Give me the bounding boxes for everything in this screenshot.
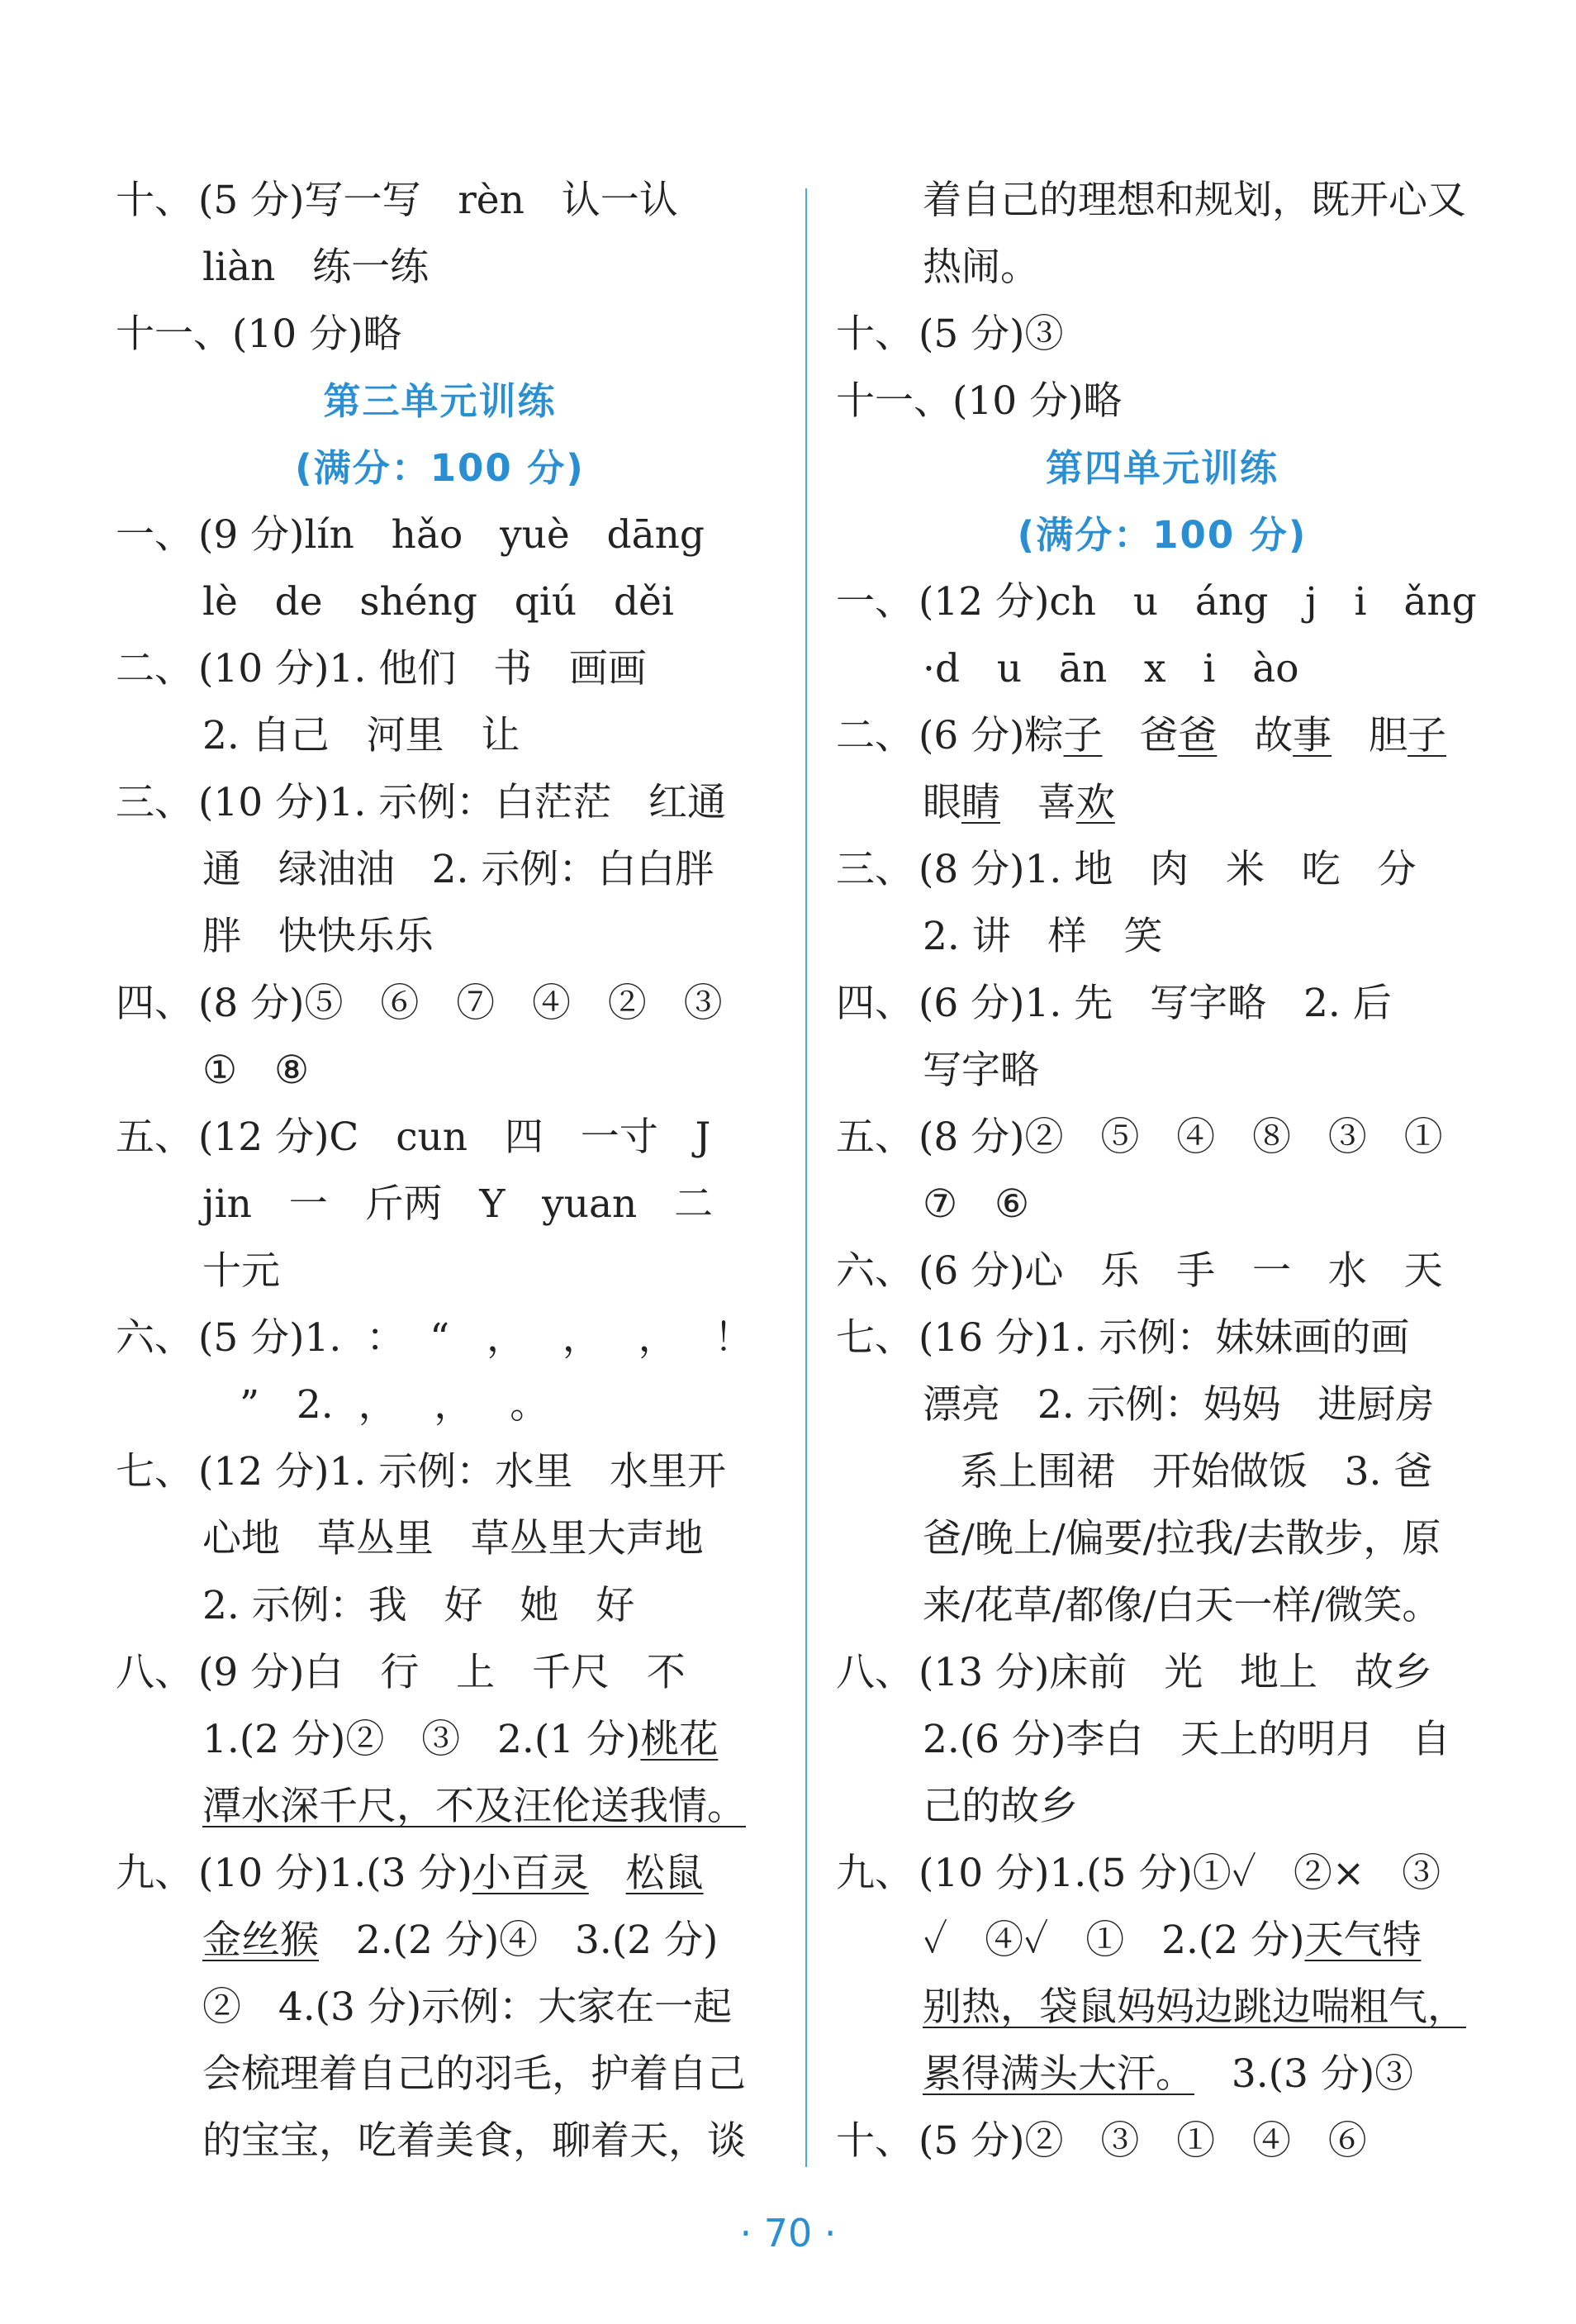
u4-answer-7-line3: 系上围裙 开始做饭 3. 爸 — [960, 1449, 1433, 1495]
u4-answer-8: 八、 (13 分)床前 光 地上 故乡 — [836, 1650, 1432, 1695]
page-number: · 70 · — [739, 2211, 837, 2255]
underlined-char: 事 — [1293, 713, 1332, 758]
u3-answer-8: 八、 (9 分)白 行 上 千尺 不 — [116, 1650, 686, 1695]
underlined-answer: 松鼠 — [625, 1851, 704, 1896]
underlined-answer: 天气特 — [1304, 1918, 1422, 1963]
u3-answer-5: 五、 (12 分)C cun 四 一寸 J — [116, 1114, 711, 1160]
unit3-title: 第三单元训练 — [323, 379, 557, 423]
u4-answer-5: 五、 (8 分)② ⑤ ④ ⑧ ③ ① — [836, 1114, 1443, 1160]
u3-answer-4: 四、 (8 分)⑤ ⑥ ⑦ ④ ② ③ — [116, 981, 723, 1026]
underlined-answer: 潭水深千尺，不及汪伦送我情。 — [202, 1784, 746, 1829]
u3-answer-7: 七、 (12 分)1. 示例：水里 水里开 — [116, 1449, 727, 1495]
u4-answer-4-line2: 写字略 — [923, 1048, 1039, 1093]
u4-answer-9-line4: 累得满头大汗。 3.(3 分)③ — [923, 2051, 1414, 2097]
u3-answer-7-line3: 2. 示例：我 好 她 好 — [202, 1583, 635, 1628]
continued-text-line2: 热闹。 — [923, 245, 1039, 290]
u3-answer-4-line2: ① ⑧ — [202, 1048, 310, 1093]
answer-11: 十一、(10 分)略 — [836, 378, 1123, 424]
underlined-char: 欢 — [1075, 780, 1115, 825]
u4-answer-7-line4: 爸/晚上/偏要/拉我/去散步，原 — [923, 1516, 1441, 1561]
u3-answer-9-line2: 金丝猴 2.(2 分)④ 3.(2 分) — [202, 1918, 719, 1963]
u4-answer-3-line2: 2. 讲 样 笑 — [923, 914, 1163, 959]
u4-answer-6: 六、 (6 分)心 乐 手 一 水 天 — [836, 1248, 1443, 1294]
u3-answer-5-line2: jin 一 斤两 Y yuan 二 — [202, 1181, 714, 1227]
underlined-answer: 金丝猴 — [202, 1918, 319, 1963]
u3-answer-3-line2: 通 绿油油 2. 示例：白白胖 — [202, 847, 714, 892]
u4-answer-9-line2: ✓ ④✓ ① 2.(2 分)天气特 — [923, 1918, 1422, 1963]
u3-answer-8-line2: 1.(2 分)② ③ 2.(1 分)桃花 — [202, 1717, 719, 1762]
u3-answer-3: 三、 (10 分)1. 示例：白茫茫 红通 — [116, 780, 727, 825]
u3-answer-1-line2: lè de shéng qiú děi — [202, 579, 674, 625]
u4-answer-2: 二、 (6 分)粽子 爸爸 故事 胆子 — [836, 713, 1446, 758]
u4-answer-1: 一、 (12 分)ch u áng j i ǎng — [836, 579, 1477, 625]
u3-answer-2: 二、 (10 分)1. 他们 书 画画 — [116, 646, 647, 691]
unit3-score: (满分：100 分) — [295, 446, 585, 490]
u3-answer-6: 六、 (5 分)1. ： “ ， ， ， ！ — [116, 1315, 753, 1361]
underlined-answer: 别热，袋鼠妈妈边跳边喘粗气， — [923, 1984, 1466, 2030]
answer-10: 十、 (5 分)写一写 rèn 认一认 — [116, 178, 678, 223]
column-divider — [805, 188, 807, 2167]
u3-answer-7-line2: 心地 草丛里 草丛里大声地 — [202, 1516, 704, 1561]
u4-answer-2-line2: 眼睛 喜欢 — [923, 780, 1115, 825]
answer-11: 十一、(10 分)略 — [116, 311, 402, 357]
u3-answer-1: 一、 (9 分)lín hǎo yuè dāng — [116, 512, 705, 558]
u3-answer-2-line2: 2. 自己 河里 让 — [202, 713, 520, 758]
u4-answer-1-line2: ·d u ān x i ào — [923, 646, 1299, 691]
continued-text-line1: 着自己的理想和规划，既开心又 — [923, 178, 1466, 223]
u4-answer-10: 十、 (5 分)② ③ ① ④ ⑥ — [836, 2118, 1367, 2164]
right-column — [836, 167, 1488, 2174]
left-column — [116, 167, 764, 2174]
u4-answer-4: 四、 (6 分)1. 先 写字略 2. 后 — [836, 981, 1392, 1026]
answer-10-line2: liàn 练一练 — [202, 245, 430, 290]
underlined-answer: 小百灵 — [472, 1851, 589, 1896]
u4-answer-8-line3: 己的故乡 — [923, 1784, 1078, 1829]
u4-answer-3: 三、 (8 分)1. 地 肉 米 吃 分 — [836, 847, 1417, 892]
u4-answer-5-line2: ⑦ ⑥ — [923, 1181, 1030, 1227]
underlined-answer: 累得满头大汗。 — [923, 2051, 1194, 2097]
underlined-char: 子 — [1407, 713, 1446, 758]
u3-answer-5-line3: 十元 — [202, 1248, 280, 1294]
u4-answer-7-line5: 来/花草/都像/白天一样/微笑。 — [923, 1583, 1441, 1628]
underlined-char: 睛 — [961, 780, 1000, 825]
u3-answer-9-line5: 的宝宝，吃着美食，聊着天，谈 — [202, 2118, 746, 2164]
u3-answer-9: 九、 (10 分)1.(3 分)小百灵 松鼠 — [116, 1851, 704, 1896]
u4-answer-9: 九、 (10 分)1.(5 分)①✓ ②× ③ — [836, 1851, 1441, 1896]
u3-answer-6-line2: ” 2. ， ， 。 — [240, 1382, 549, 1428]
unit4-title: 第四单元训练 — [1045, 446, 1279, 490]
u3-answer-9-line3: ② 4.(3 分)示例：大家在一起 — [202, 1984, 733, 2030]
u4-answer-9-line3 — [836, 1974, 1488, 2041]
u4-answer-8-line2: 2.(6 分)李白 天上的明月 自 — [923, 1717, 1450, 1762]
u4-answer-7-line2: 漂亮 2. 示例：妈妈 进厨房 — [923, 1382, 1435, 1428]
u3-answer-8-line3 — [116, 1773, 764, 1840]
u3-answer-9-line4: 会梳理着自己的羽毛，护着自己 — [202, 2051, 746, 2097]
unit4-score: (满分：100 分) — [1017, 513, 1308, 557]
underlined-char: 爸 — [1178, 713, 1218, 758]
u4-answer-7: 七、 (16 分)1. 示例：妹妹画的画 — [836, 1315, 1410, 1361]
underlined-char: 子 — [1063, 713, 1103, 758]
answer-10: 十、 (5 分)③ — [836, 311, 1064, 357]
underlined-answer: 桃花 — [640, 1717, 719, 1762]
u3-answer-3-line3: 胖 快快乐乐 — [202, 914, 434, 959]
